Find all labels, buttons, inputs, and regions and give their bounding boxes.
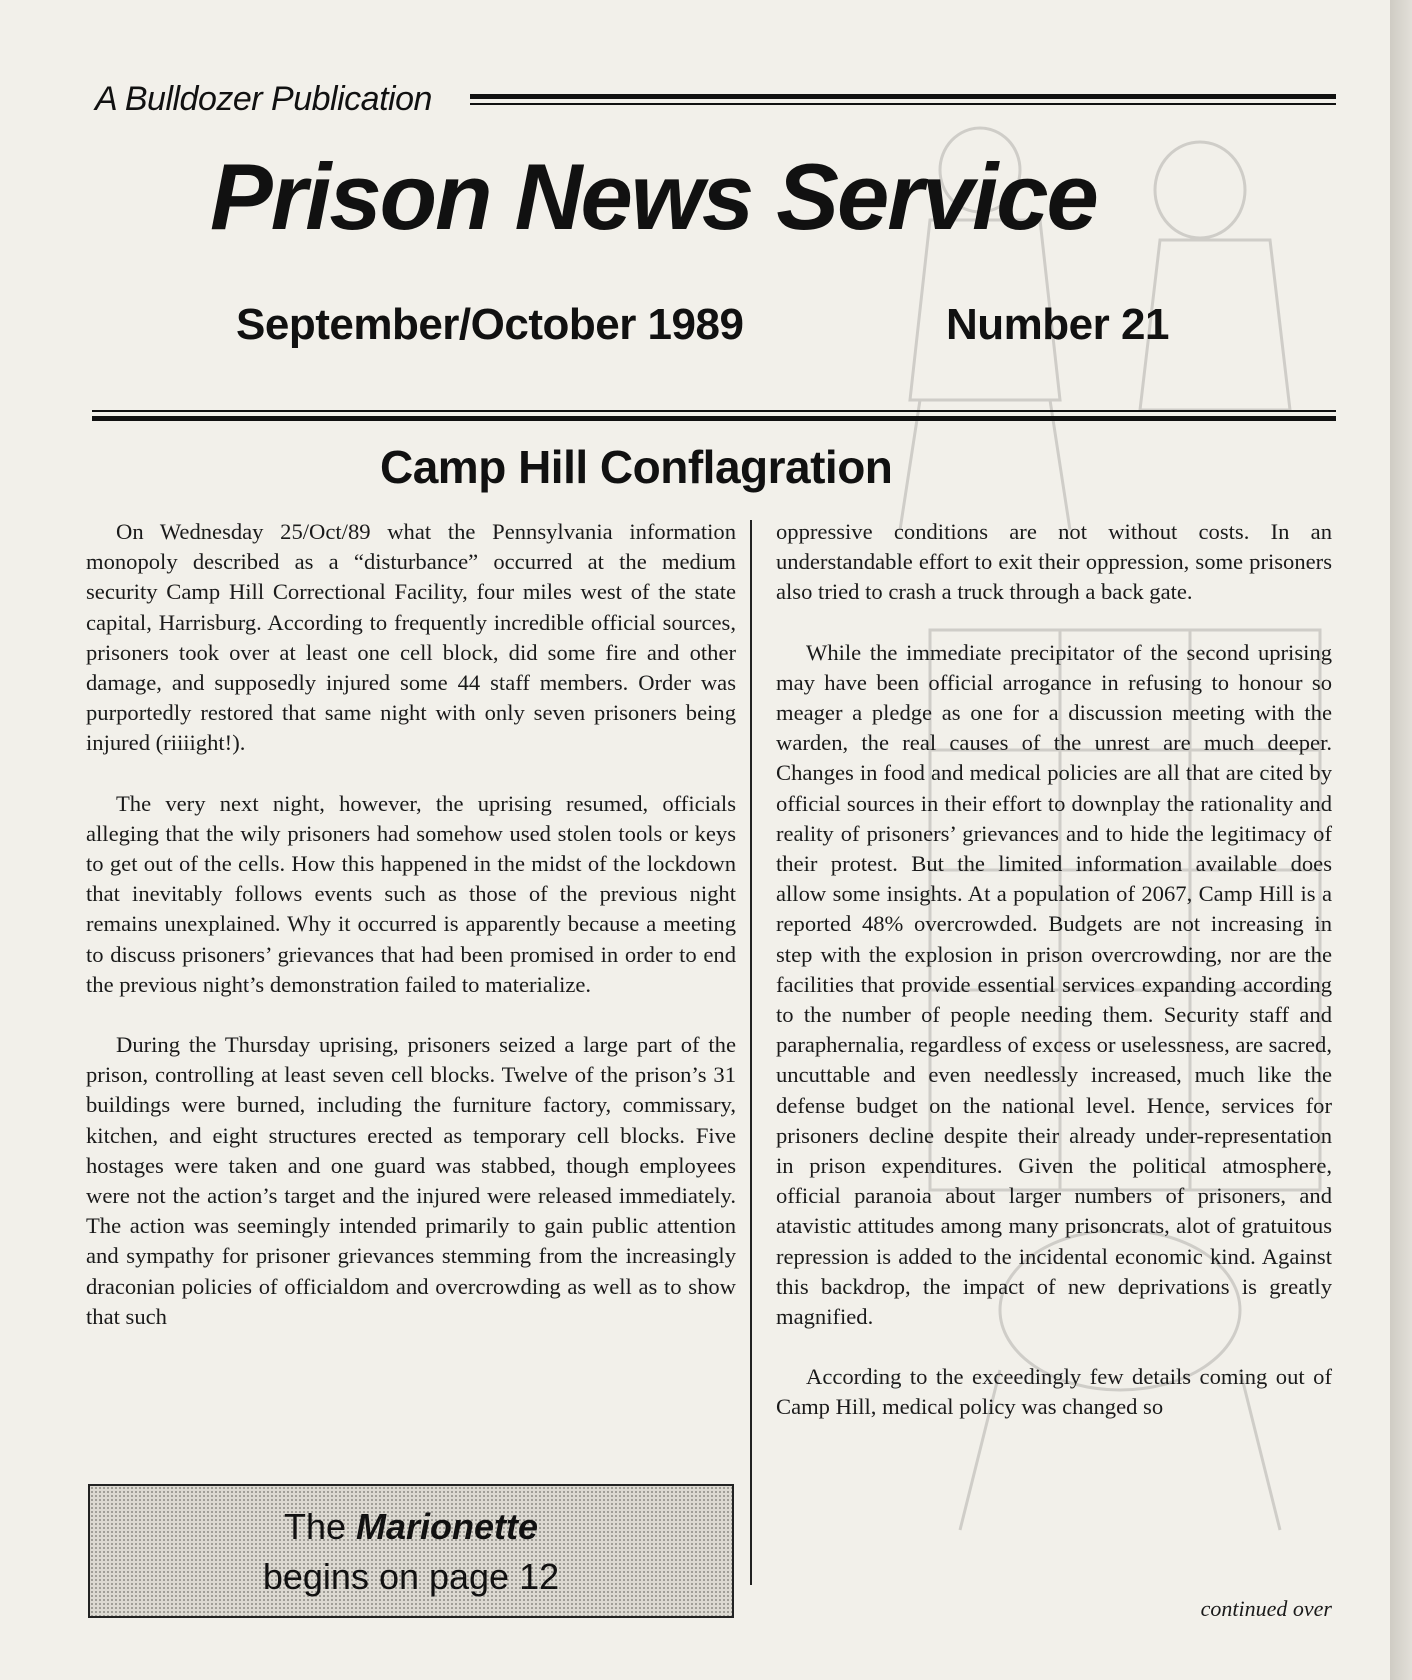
issue-date: September/October 1989 xyxy=(236,300,744,349)
callout-title: Marionette xyxy=(356,1506,539,1547)
continued-over-note: continued over xyxy=(1200,1596,1332,1621)
article-paragraph: On Wednesday 25/Oct/89 what the Pennsylvania information monopoly described as a “disturbance” occurred at the medium security Camp Hill Correctional Facility, four miles west of the state capital, Harrisburg. According to frequently incredible official sources, prisoners took over at least one cell block, did some fire and other damage, and supposedly injured some 44 staff members. Order was purportedly restored that same night with only seven prisoners being injured (riiiight!). xyxy=(86,519,736,756)
callout-line-1 xyxy=(90,1506,732,1548)
header-rule-thin xyxy=(470,103,1336,105)
masthead-rule-thin xyxy=(92,410,1336,412)
article-paragraph: During the Thursday uprising, prisoners seized a large part of the prison, controlling at least seven cell blocks. Twelve of the prison’s 31 buildings were burned, including the furniture factory, commissary, kitchen, and eight structures erected as temporary cell blocks. Five hostages were taken and one guard was stabbed, though employees were not the action’s target and the injured were released immediately. The action was seemingly intended primarily to gain public attention and sympathy for prisoner grievances stemming from the increasingly draconian policies of officialdom and overcrowding as well as to show that such xyxy=(86,1032,736,1329)
header-rule xyxy=(470,94,1336,99)
column-divider xyxy=(750,520,752,1585)
article-paragraph: According to the exceedingly few details coming out of Camp Hill, medical policy was changed so xyxy=(776,1364,1332,1420)
page-edge-shadow xyxy=(1390,0,1412,1680)
issue-number: Number 21 xyxy=(946,300,1169,349)
callout-line-2: begins on page 12 xyxy=(262,1556,560,1597)
callout-prefix: The xyxy=(283,1506,346,1547)
publisher-kicker: A Bulldozer Publication xyxy=(95,80,432,118)
article-right-column xyxy=(776,517,1332,1453)
article-paragraph: oppressive conditions are not without costs. In an understandable effort to exit their oppression, some prisoners also tried to crash a truck through a back gate. xyxy=(776,519,1332,605)
marionette-callout-box xyxy=(88,1484,734,1618)
article-paragraph: While the immediate precipitator of the second uprising may have been official arrogance in refusing to honour so meager a pledge as one for a discussion meeting with the warden, the real causes of the unrest are much deeper. Changes in food and medical policies are all that are cited by official sources in their effort to downplay the rationality and reality of prisoners’ grievances and to hide the legitimacy of their protest. But the limited information available does allow some insights. At a population of 2067, Camp Hill is a reported 48% overcrowded. Budgets are not increasing in step with the explosion in prison overcrowding, nor are the facilities that provide essential services expanding according to the number of people needing them. Security staff and paraphernalia, regardless of excess or uselessness, are sacred, uncuttable and even needlessly increased, much like the defense budget on the national level. Hence, services for prisoners decline despite their already under-representation in prison expenditures. Given the political atmosphere, official paranoia about larger numbers of prisoners, and atavistic attitudes among many prisoncrats, alot of gratuitous repression is added to the incidental economic kind. Against this backdrop, the impact of new deprivations is greatly magnified. xyxy=(776,639,1332,1330)
masthead-rule xyxy=(92,416,1336,421)
article-headline: Camp Hill Conflagration xyxy=(380,441,893,493)
masthead-title: Prison News Service xyxy=(210,144,1097,249)
article-paragraph: The very next night, however, the uprising resumed, officials alleging that the wily prisoners had somehow used stolen tools or keys to get out of the cells. How this happened in the midst of the lockdown that inevitably follows events such as those of the previous night remains unexplained. Why it occurred is apparently because a meeting to discuss prisoners’ grievances that had been promised in order to end the previous night’s demonstration failed to materialize. xyxy=(86,790,736,997)
article-left-column xyxy=(86,517,736,1362)
